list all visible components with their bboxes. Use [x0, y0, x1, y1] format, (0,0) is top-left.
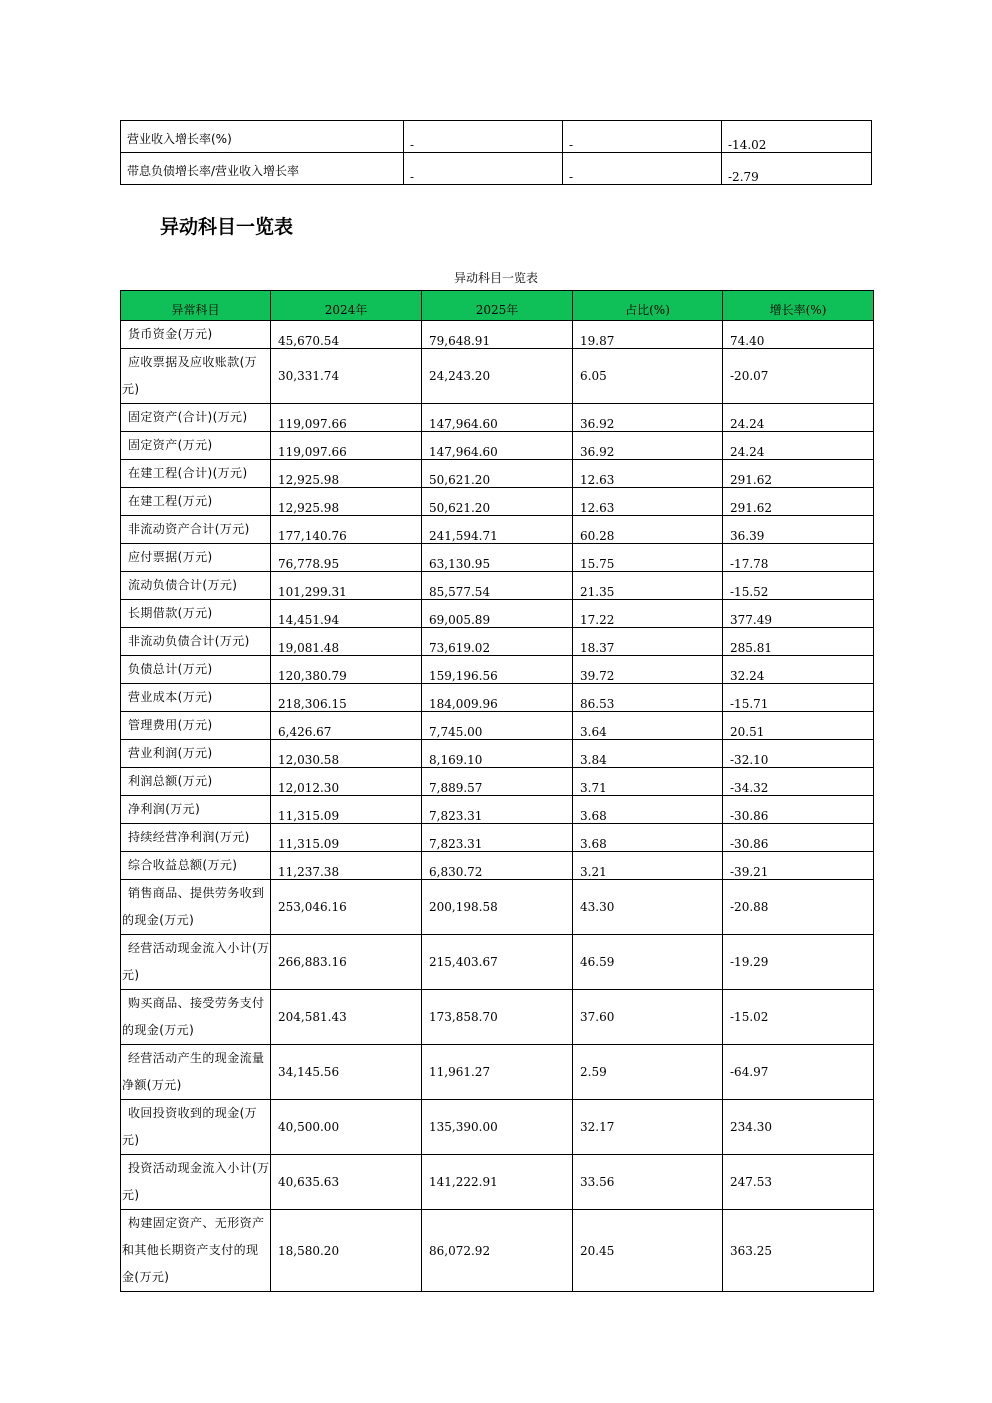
summary-value-3: -14.02 [722, 121, 872, 153]
ratio-cell: 36.92 [573, 432, 723, 460]
value-2025-cell: 241,594.71 [422, 516, 573, 544]
value-2025-cell: 7,745.00 [422, 712, 573, 740]
value-2025-cell: 215,403.67 [422, 935, 573, 990]
ratio-cell: 86.53 [573, 684, 723, 712]
table-row [121, 684, 874, 712]
subject-cell: 销售商品、提供劳务收到的现金(万元) [121, 880, 271, 935]
table-row [121, 321, 874, 349]
anomaly-table [120, 290, 874, 1292]
ratio-cell: 18.37 [573, 628, 723, 656]
value-2024-cell: 34,145.56 [271, 1045, 422, 1100]
value-2024-cell: 6,426.67 [271, 712, 422, 740]
value-2024-cell: 11,315.09 [271, 796, 422, 824]
anomaly-table-body [121, 321, 874, 1292]
value-2025-cell: 7,823.31 [422, 796, 573, 824]
growth-cell: -30.86 [723, 796, 874, 824]
section-title: 异动科目一览表 [160, 216, 294, 238]
header-growth: 增长率(%) [723, 291, 874, 321]
subject-cell: 流动负债合计(万元) [121, 572, 271, 600]
value-2025-cell: 135,390.00 [422, 1100, 573, 1155]
growth-cell: 36.39 [723, 516, 874, 544]
ratio-cell: 3.68 [573, 824, 723, 852]
summary-table [120, 120, 872, 185]
subject-cell: 收回投资收到的现金(万元) [121, 1100, 271, 1155]
growth-cell: -64.97 [723, 1045, 874, 1100]
value-2024-cell: 19,081.48 [271, 628, 422, 656]
value-2024-cell: 12,925.98 [271, 460, 422, 488]
summary-value-1: - [404, 153, 563, 185]
value-2024-cell: 119,097.66 [271, 432, 422, 460]
subject-cell: 在建工程(合计)(万元) [121, 460, 271, 488]
value-2024-cell: 204,581.43 [271, 990, 422, 1045]
growth-cell: -32.10 [723, 740, 874, 768]
ratio-cell: 3.21 [573, 852, 723, 880]
ratio-cell: 2.59 [573, 1045, 723, 1100]
growth-cell: -15.02 [723, 990, 874, 1045]
value-2025-cell: 63,130.95 [422, 544, 573, 572]
ratio-cell: 46.59 [573, 935, 723, 990]
table-row [121, 1155, 874, 1210]
ratio-cell: 37.60 [573, 990, 723, 1045]
value-2024-cell: 45,670.54 [271, 321, 422, 349]
table-row [121, 935, 874, 990]
value-2025-cell: 184,009.96 [422, 684, 573, 712]
subject-cell: 持续经营净利润(万元) [121, 824, 271, 852]
ratio-cell: 39.72 [573, 656, 723, 684]
ratio-cell: 21.35 [573, 572, 723, 600]
value-2024-cell: 253,046.16 [271, 880, 422, 935]
value-2024-cell: 11,237.38 [271, 852, 422, 880]
table-row [121, 572, 874, 600]
growth-cell: -34.32 [723, 768, 874, 796]
ratio-cell: 36.92 [573, 404, 723, 432]
value-2025-cell: 24,243.20 [422, 349, 573, 404]
anomaly-table-header [121, 291, 874, 321]
table-row [121, 404, 874, 432]
subject-cell: 投资活动现金流入小计(万元) [121, 1155, 271, 1210]
value-2025-cell: 86,072.92 [422, 1210, 573, 1292]
value-2024-cell: 12,925.98 [271, 488, 422, 516]
table-row [121, 628, 874, 656]
value-2025-cell: 141,222.91 [422, 1155, 573, 1210]
value-2024-cell: 11,315.09 [271, 824, 422, 852]
value-2024-cell: 119,097.66 [271, 404, 422, 432]
subject-cell: 综合收益总额(万元) [121, 852, 271, 880]
ratio-cell: 3.64 [573, 712, 723, 740]
value-2024-cell: 120,380.79 [271, 656, 422, 684]
subject-cell: 净利润(万元) [121, 796, 271, 824]
table-row [121, 349, 874, 404]
ratio-cell: 60.28 [573, 516, 723, 544]
ratio-cell: 19.87 [573, 321, 723, 349]
growth-cell: 377.49 [723, 600, 874, 628]
value-2024-cell: 101,299.31 [271, 572, 422, 600]
value-2025-cell: 7,889.57 [422, 768, 573, 796]
table-row [121, 1210, 874, 1292]
subject-cell: 营业利润(万元) [121, 740, 271, 768]
ratio-cell: 43.30 [573, 880, 723, 935]
ratio-cell: 17.22 [573, 600, 723, 628]
growth-cell: -20.07 [723, 349, 874, 404]
summary-value-1: - [404, 121, 563, 153]
value-2024-cell: 40,635.63 [271, 1155, 422, 1210]
summary-value-3: -2.79 [722, 153, 872, 185]
table-row [121, 600, 874, 628]
value-2024-cell: 177,140.76 [271, 516, 422, 544]
subject-cell: 购买商品、接受劳务支付的现金(万元) [121, 990, 271, 1045]
subject-cell: 经营活动现金流入小计(万元) [121, 935, 271, 990]
growth-cell: -17.78 [723, 544, 874, 572]
summary-table-body [121, 121, 872, 185]
value-2025-cell: 6,830.72 [422, 852, 573, 880]
ratio-cell: 20.45 [573, 1210, 723, 1292]
value-2025-cell: 85,577.54 [422, 572, 573, 600]
growth-cell: -30.86 [723, 824, 874, 852]
value-2024-cell: 18,580.20 [271, 1210, 422, 1292]
value-2024-cell: 12,012.30 [271, 768, 422, 796]
value-2025-cell: 7,823.31 [422, 824, 573, 852]
value-2025-cell: 173,858.70 [422, 990, 573, 1045]
ratio-cell: 3.71 [573, 768, 723, 796]
table-row [121, 712, 874, 740]
value-2024-cell: 76,778.95 [271, 544, 422, 572]
header-ratio: 占比(%) [573, 291, 723, 321]
value-2025-cell: 50,621.20 [422, 460, 573, 488]
ratio-cell: 6.05 [573, 349, 723, 404]
subject-cell: 非流动负债合计(万元) [121, 628, 271, 656]
value-2025-cell: 69,005.89 [422, 600, 573, 628]
table-row [121, 740, 874, 768]
growth-cell: 247.53 [723, 1155, 874, 1210]
subject-cell: 长期借款(万元) [121, 600, 271, 628]
subject-cell: 固定资产(万元) [121, 432, 271, 460]
ratio-cell: 12.63 [573, 460, 723, 488]
table-row [121, 432, 874, 460]
subject-cell: 货币资金(万元) [121, 321, 271, 349]
value-2024-cell: 14,451.94 [271, 600, 422, 628]
summary-label: 带息负债增长率/营业收入增长率 [121, 153, 404, 185]
ratio-cell: 3.68 [573, 796, 723, 824]
header-2024: 2024年 [271, 291, 422, 321]
growth-cell: 291.62 [723, 488, 874, 516]
value-2025-cell: 79,648.91 [422, 321, 573, 349]
value-2025-cell: 50,621.20 [422, 488, 573, 516]
subject-cell: 非流动资产合计(万元) [121, 516, 271, 544]
growth-cell: -39.21 [723, 852, 874, 880]
growth-cell: -15.52 [723, 572, 874, 600]
value-2025-cell: 73,619.02 [422, 628, 573, 656]
growth-cell: 24.24 [723, 432, 874, 460]
value-2024-cell: 30,331.74 [271, 349, 422, 404]
growth-cell: 363.25 [723, 1210, 874, 1292]
summary-row [121, 121, 872, 153]
summary-label: 营业收入增长率(%) [121, 121, 404, 153]
value-2025-cell: 147,964.60 [422, 404, 573, 432]
table-row [121, 796, 874, 824]
table-row [121, 824, 874, 852]
growth-cell: 291.62 [723, 460, 874, 488]
value-2025-cell: 147,964.60 [422, 432, 573, 460]
table-row [121, 768, 874, 796]
subject-cell: 固定资产(合计)(万元) [121, 404, 271, 432]
table-caption: 异动科目一览表 [453, 271, 538, 285]
value-2025-cell: 11,961.27 [422, 1045, 573, 1100]
growth-cell: 32.24 [723, 656, 874, 684]
table-row [121, 1045, 874, 1100]
growth-cell: -15.71 [723, 684, 874, 712]
ratio-cell: 3.84 [573, 740, 723, 768]
summary-row [121, 153, 872, 185]
subject-cell: 应付票据(万元) [121, 544, 271, 572]
value-2024-cell: 218,306.15 [271, 684, 422, 712]
growth-cell: 74.40 [723, 321, 874, 349]
growth-cell: 285.81 [723, 628, 874, 656]
table-row [121, 852, 874, 880]
subject-cell: 营业成本(万元) [121, 684, 271, 712]
table-row [121, 488, 874, 516]
table-row [121, 880, 874, 935]
table-row [121, 460, 874, 488]
growth-cell: 24.24 [723, 404, 874, 432]
value-2025-cell: 200,198.58 [422, 880, 573, 935]
subject-cell: 在建工程(万元) [121, 488, 271, 516]
value-2024-cell: 40,500.00 [271, 1100, 422, 1155]
ratio-cell: 33.56 [573, 1155, 723, 1210]
subject-cell: 负债总计(万元) [121, 656, 271, 684]
table-row [121, 516, 874, 544]
value-2025-cell: 8,169.10 [422, 740, 573, 768]
header-subject: 异常科目 [121, 291, 271, 321]
growth-cell: 234.30 [723, 1100, 874, 1155]
growth-cell: -20.88 [723, 880, 874, 935]
table-row [121, 990, 874, 1045]
table-row [121, 544, 874, 572]
value-2024-cell: 12,030.58 [271, 740, 422, 768]
summary-value-2: - [563, 153, 722, 185]
header-2025: 2025年 [422, 291, 573, 321]
ratio-cell: 15.75 [573, 544, 723, 572]
summary-value-2: - [563, 121, 722, 153]
growth-cell: -19.29 [723, 935, 874, 990]
subject-cell: 应收票据及应收账款(万元) [121, 349, 271, 404]
ratio-cell: 32.17 [573, 1100, 723, 1155]
subject-cell: 利润总额(万元) [121, 768, 271, 796]
subject-cell: 经营活动产生的现金流量净额(万元) [121, 1045, 271, 1100]
subject-cell: 管理费用(万元) [121, 712, 271, 740]
value-2024-cell: 266,883.16 [271, 935, 422, 990]
table-row [121, 656, 874, 684]
table-row [121, 1100, 874, 1155]
subject-cell: 构建固定资产、无形资产和其他长期资产支付的现金(万元) [121, 1210, 271, 1292]
ratio-cell: 12.63 [573, 488, 723, 516]
value-2025-cell: 159,196.56 [422, 656, 573, 684]
growth-cell: 20.51 [723, 712, 874, 740]
